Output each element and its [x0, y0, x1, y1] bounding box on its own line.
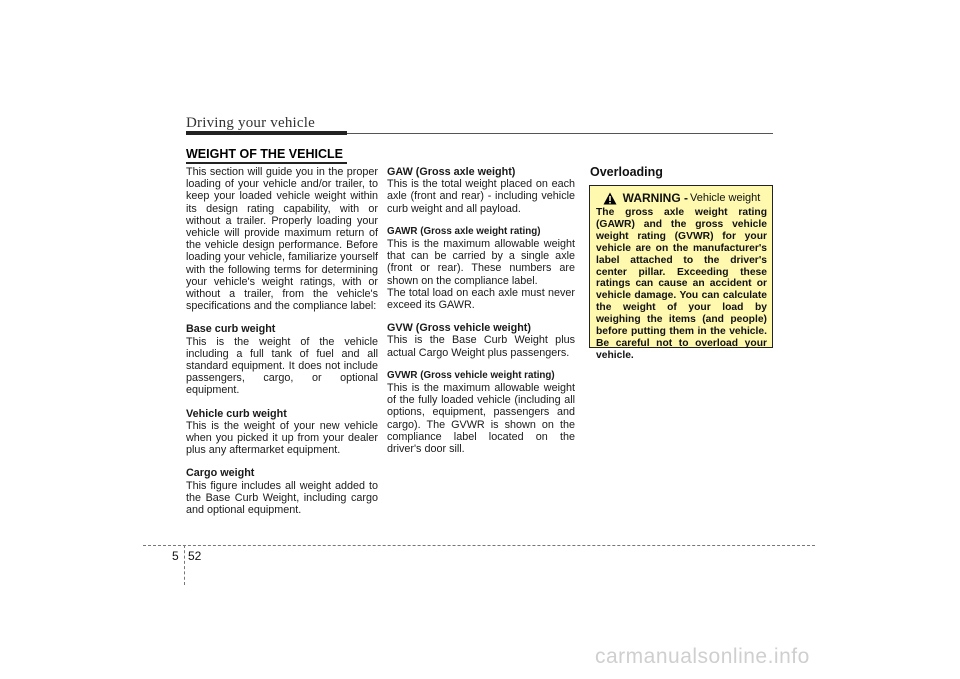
- warning-header: [596, 191, 767, 205]
- warning-subject: Vehicle weight: [690, 192, 761, 204]
- warning-text: The gross axle weight rating (GAWR) and the gross vehicle weight rating (GVWR) for your vehicle are on the manufacturer's label attached to the driver's center pillar. Exceeding these ratings can cause an accident or vehicle damage. You can calculate the weight of your load by weighing the items (and people) before putting them in the vehicle. Be careful not to overload your vehicle.: [596, 207, 767, 361]
- intro-paragraph: This section will guide you in the proper loading of your vehicle and/or trailer, to keep your loaded vehicle weight within its design rating capability, with or without a trailer. Properly loading your vehicle will provide maximum return of the vehicle design performance. Before loading your vehicle, familiarize yourself with the following terms for determining your vehicle's weight ratings, with or without a trailer, from the vehicle's specifications and the compliance label:: [186, 166, 378, 313]
- footer-rule: [143, 545, 815, 546]
- definition-gvw: This is the Base Curb Weight plus actual Cargo Weight plus passengers.: [387, 334, 575, 359]
- definition-gawr-note: The total load on each axle must never exceed its GAWR.: [387, 286, 575, 312]
- definition-vehicle-curb-weight: This is the weight of your new vehicle when you picked it up from your dealer plus any aftermarket equipment.: [186, 419, 378, 457]
- text-column-middle: [387, 166, 575, 455]
- term-base-curb-weight: Base curb weight: [186, 323, 276, 336]
- term-vehicle-curb-weight: Vehicle curb weight: [186, 407, 287, 420]
- header-rule-thick: [186, 131, 347, 135]
- definition-cargo-weight: This figure includes all weight added to the Base Curb Weight, including cargo and optional equipment.: [186, 479, 378, 517]
- term-gvw: GVW (Gross vehicle weight): [387, 322, 531, 335]
- watermark: carmanualsonline.info: [595, 645, 810, 668]
- term-gawr: GAWR (Gross axle weight rating): [387, 225, 541, 237]
- definition-base-curb-weight: This is the weight of the vehicle including a full tank of fuel and all standard equipment. It does not include passengers, cargo, or optional equipment.: [186, 335, 378, 397]
- header-rule-thin: [347, 133, 773, 134]
- term-gaw: GAW (Gross axle weight): [387, 166, 516, 178]
- definition-gawr: This is the maximum allowable weight that can be carried by a single axle (front or rear). These numbers are shown on the compliance label.: [387, 238, 575, 287]
- term-gvwr: GVWR (Gross vehicle weight rating): [387, 369, 555, 381]
- section-title-rule: [186, 162, 347, 164]
- warning-label: WARNING -: [622, 191, 688, 205]
- section-title: WEIGHT OF THE VEHICLE: [186, 147, 343, 161]
- footer-divider: [184, 545, 185, 585]
- text-column-left: [186, 166, 378, 516]
- definition-gaw: This is the total weight placed on each axle (front and rear) - including vehicle curb weight and all payload.: [387, 178, 575, 215]
- term-cargo-weight: Cargo weight: [186, 467, 255, 480]
- warning-triangle-icon: [603, 192, 617, 205]
- running-header: Driving your vehicle: [186, 115, 315, 131]
- chapter-number: 5: [172, 549, 179, 563]
- warning-box: [589, 185, 773, 361]
- page-number: 52: [188, 549, 202, 563]
- overloading-heading: Overloading: [590, 165, 663, 179]
- definition-gvwr: This is the maximum allowable weight of the fully loaded vehicle (including all options, equipment, passengers and cargo). The GVWR is shown on the compliance label located on the driver's door sill.: [387, 382, 575, 456]
